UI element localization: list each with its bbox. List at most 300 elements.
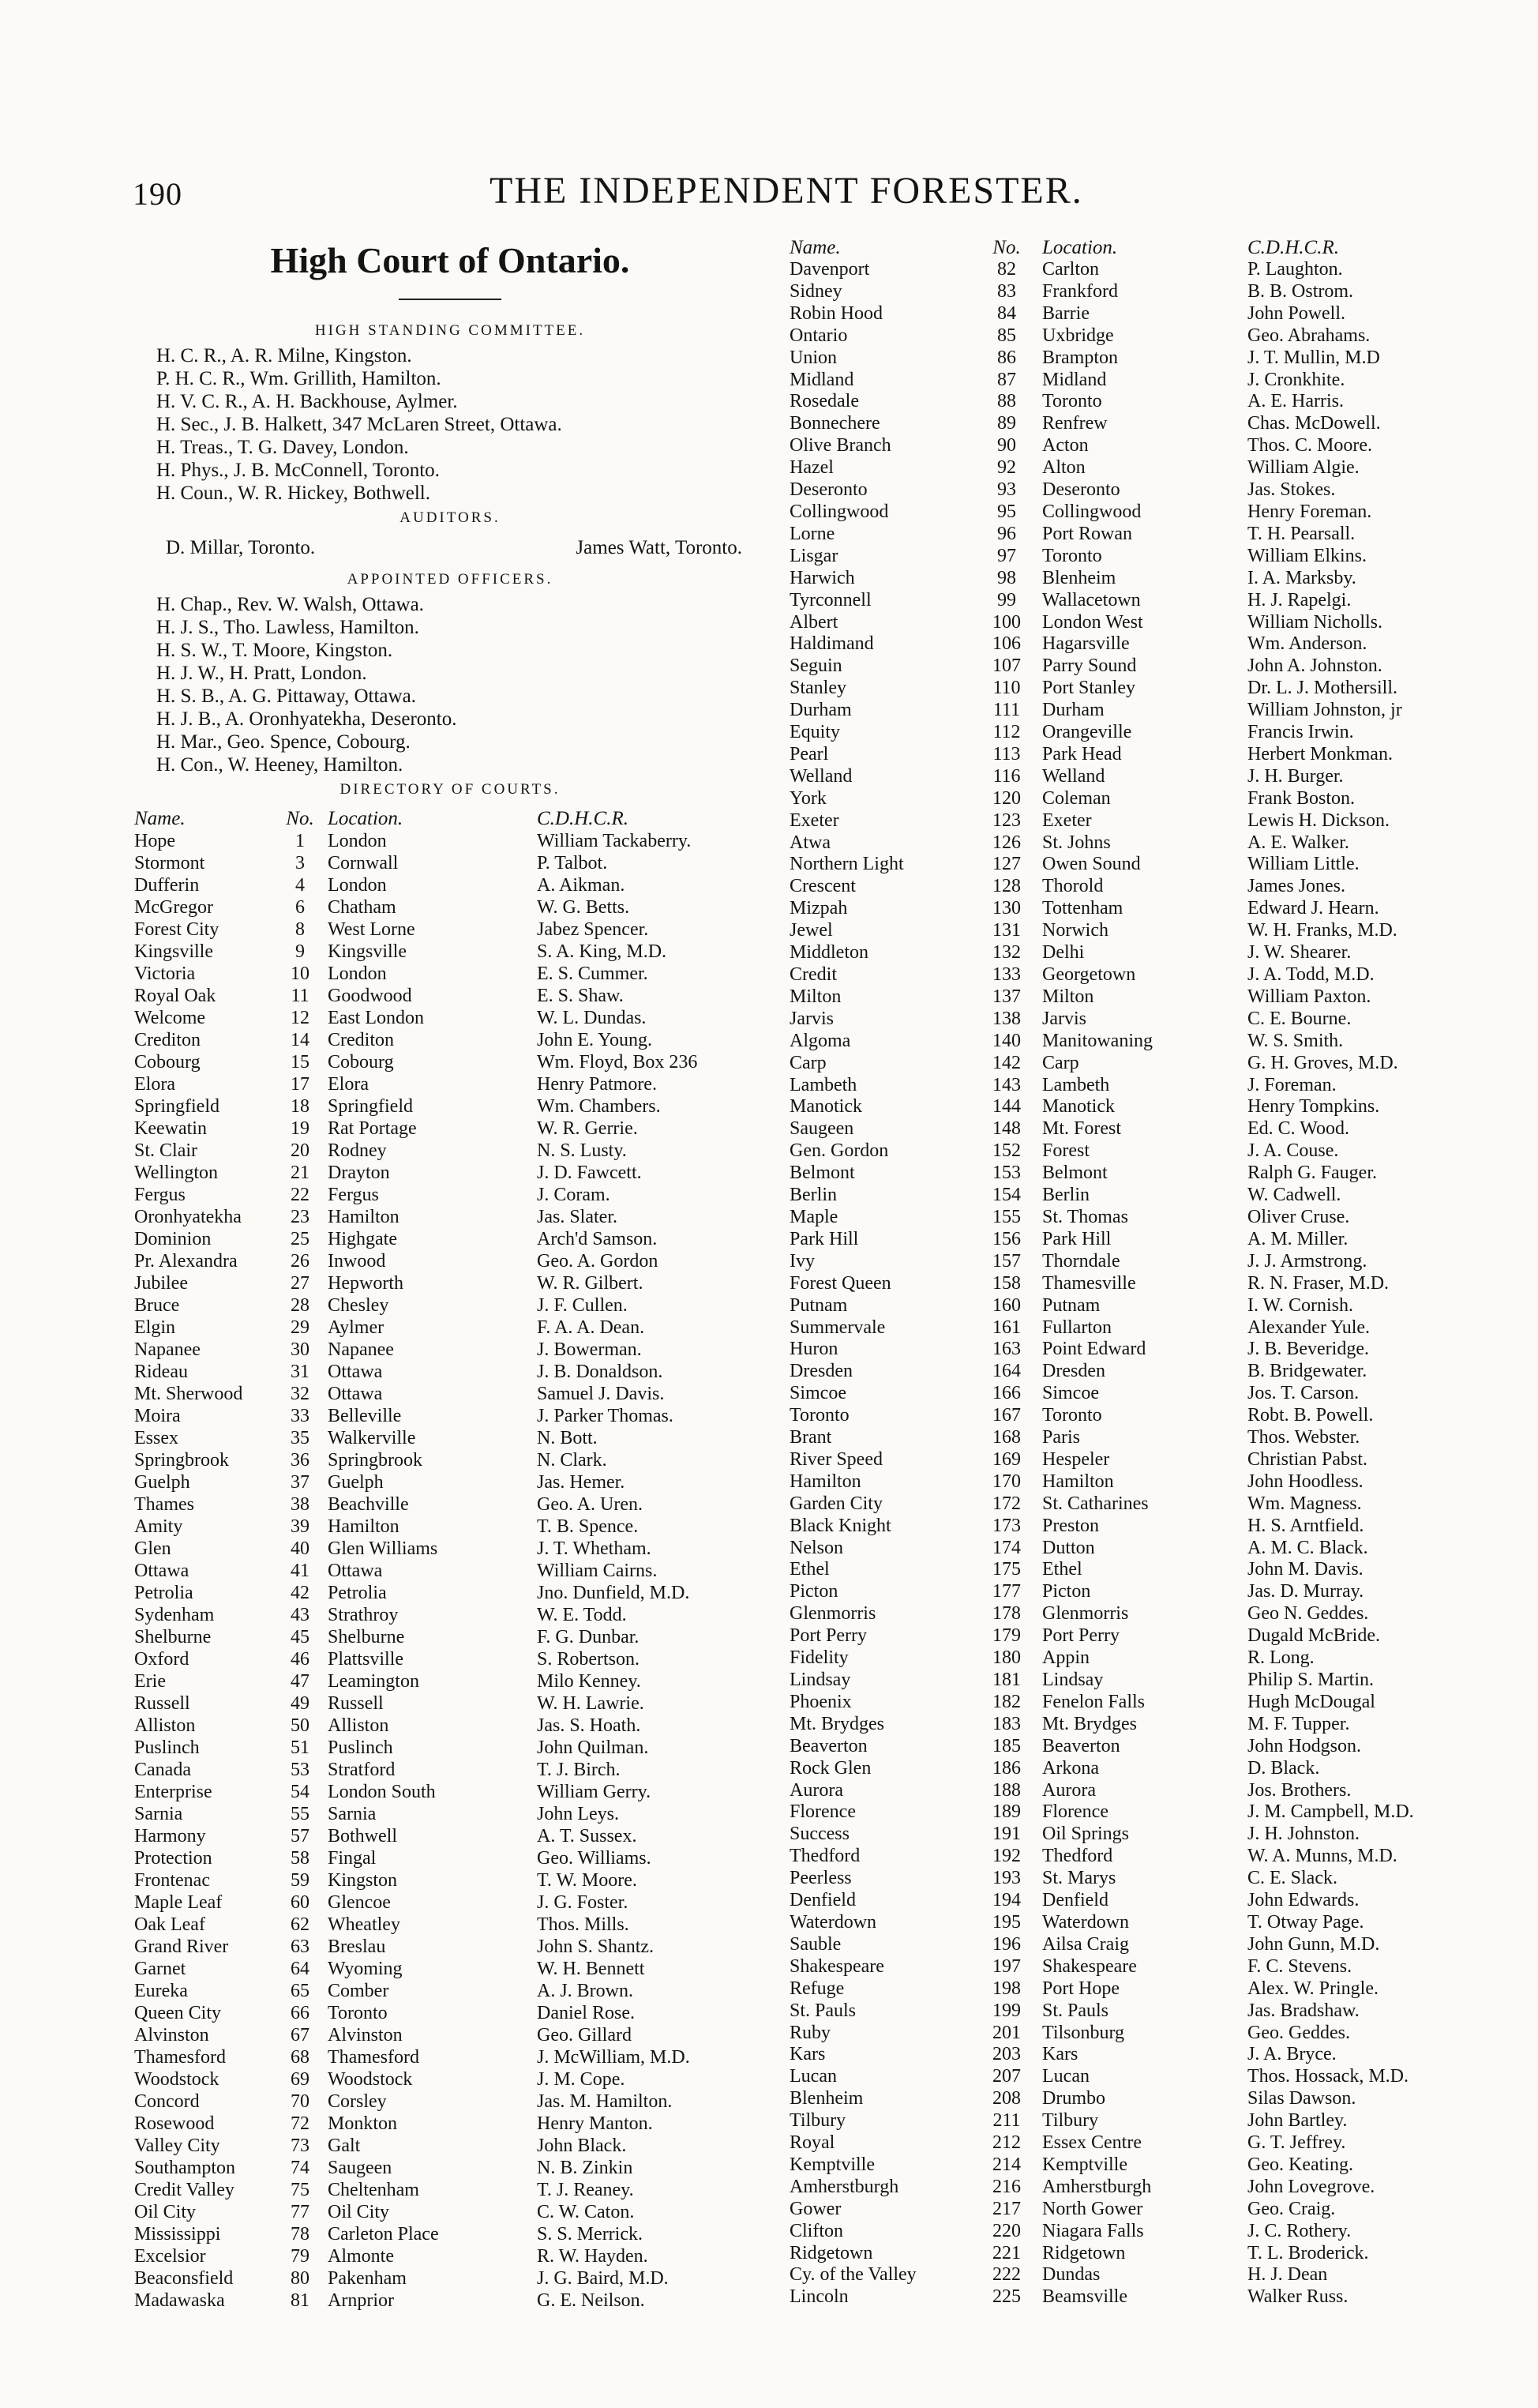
court-chief-ranger: B. B. Ostrom. (1247, 280, 1354, 302)
court-location: Uxbridge (1042, 325, 1114, 346)
court-location: Chatham (328, 897, 396, 918)
table-row (790, 1824, 1484, 1846)
court-number: 100 (992, 611, 1021, 633)
court-number: 161 (992, 1317, 1021, 1338)
table-row (790, 1207, 1484, 1229)
table-row (134, 1095, 766, 1118)
court-location: Springbrook (328, 1450, 422, 1471)
court-chief-ranger: Geo. Craig. (1247, 2198, 1336, 2219)
court-chief-ranger: John Lovegrove. (1247, 2176, 1375, 2197)
court-name: Garden City (790, 1493, 883, 1514)
court-name: Milton (790, 986, 842, 1007)
court-number: 63 (291, 1937, 309, 1957)
table-row (790, 1625, 1484, 1647)
appointed-officer: H. J. W., H. Pratt, London. (156, 663, 367, 684)
court-location: Aylmer (328, 1317, 384, 1338)
court-location: Hepworth (328, 1273, 403, 1294)
table-row (790, 502, 1484, 524)
court-title: High Court of Ontario. (270, 240, 630, 280)
table-row (790, 1229, 1484, 1251)
table-row (134, 1317, 766, 1339)
court-location: Amherstburgh (1042, 2176, 1152, 2197)
court-name: Crescent (790, 876, 856, 897)
court-number: 27 (291, 1273, 309, 1294)
court-name: Rock Glen (790, 1757, 872, 1779)
court-chief-ranger: J. Coram. (537, 1185, 610, 1205)
court-location: Port Hope (1042, 1978, 1120, 1999)
court-number: 158 (992, 1272, 1021, 1294)
court-number: 73 (291, 2136, 309, 2156)
court-number: 50 (291, 1715, 309, 1736)
table-row (790, 1251, 1484, 1273)
table-row (790, 370, 1484, 392)
table-row (134, 1538, 766, 1560)
table-row (134, 1936, 766, 1958)
court-name: Ridgetown (790, 2242, 873, 2263)
court-name: Blenheim (790, 2088, 864, 2109)
court-chief-ranger: J. Bowerman. (537, 1339, 642, 1360)
court-location: Belleville (328, 1406, 402, 1426)
court-chief-ranger: Hugh McDougal (1247, 1691, 1375, 1712)
court-number: 20 (291, 1140, 309, 1161)
court-number: 156 (992, 1228, 1021, 1249)
court-number: 30 (291, 1339, 309, 1360)
court-chief-ranger: Jas. Bradshaw. (1247, 2000, 1360, 2021)
table-row (790, 1758, 1484, 1780)
table-row (790, 1603, 1484, 1625)
appointed-officer: H. Con., W. Heeney, Hamilton. (156, 754, 403, 776)
court-chief-ranger: Milo Kenney. (537, 1671, 641, 1692)
court-name: Lucan (790, 2066, 837, 2087)
court-name: Elgin (134, 1317, 175, 1338)
court-name: Enterprise (134, 1782, 212, 1802)
column-header-location: Location. (1042, 237, 1118, 258)
court-number: 195 (992, 1911, 1021, 1933)
court-name: Fergus (134, 1185, 186, 1205)
court-chief-ranger: J. A. Todd, M.D. (1247, 964, 1375, 985)
court-chief-ranger: William Algie. (1247, 457, 1360, 479)
court-location: Arkona (1042, 1757, 1099, 1779)
court-name: Kemptville (790, 2154, 875, 2175)
court-number: 18 (291, 1096, 309, 1117)
table-row (134, 1383, 766, 1405)
court-chief-ranger: N. S. Lusty. (537, 1140, 627, 1161)
court-number: 14 (291, 1030, 309, 1050)
appointed-officer: H. Mar., Geo. Spence, Cobourg. (156, 731, 411, 753)
court-chief-ranger: A. M. C. Black. (1247, 1537, 1368, 1558)
court-number: 192 (992, 1846, 1021, 1867)
court-number: 40 (291, 1538, 309, 1559)
court-chief-ranger: Edward J. Hearn. (1247, 898, 1379, 919)
court-chief-ranger: John Edwards. (1247, 1890, 1360, 1911)
court-chief-ranger: Chas. McDowell. (1247, 413, 1381, 434)
court-location: St. Thomas (1042, 1206, 1128, 1227)
court-location: Highgate (328, 1229, 397, 1249)
court-name: Lisgar (790, 545, 838, 566)
court-chief-ranger: C. E. Bourne. (1247, 1008, 1352, 1029)
court-location: Putnam (1042, 1294, 1101, 1316)
table-row (134, 1228, 766, 1250)
column-header-name: Name. (134, 808, 186, 829)
court-name: Glen (134, 1538, 171, 1559)
court-chief-ranger: Walker Russ. (1247, 2286, 1349, 2308)
court-chief-ranger: W. H. Bennett (537, 1959, 645, 1979)
court-location: Deseronto (1042, 479, 1120, 501)
table-row (790, 1140, 1484, 1163)
court-number: 140 (992, 1030, 1021, 1051)
appointed-officer: H. J. B., A. Oronhyatekha, Deseronto. (156, 708, 457, 730)
court-chief-ranger: John Hodgson. (1247, 1735, 1362, 1756)
court-number: 80 (291, 2268, 309, 2289)
table-row (134, 1405, 766, 1427)
court-chief-ranger: J. Foreman. (1247, 1074, 1337, 1095)
court-number: 81 (291, 2290, 309, 2311)
court-name: Toronto (790, 1405, 850, 1426)
table-row (134, 1516, 766, 1538)
table-row (134, 1140, 766, 1162)
court-location: Wallacetown (1042, 589, 1141, 610)
court-number: 222 (992, 2264, 1021, 2286)
court-name: Royal Oak (134, 986, 216, 1006)
court-location: London (328, 964, 387, 984)
court-number: 199 (992, 2000, 1021, 2021)
court-chief-ranger: Geo. Geddes. (1247, 2022, 1350, 2043)
court-name: Hamilton (790, 1471, 861, 1492)
court-name: Cobourg (134, 1052, 201, 1073)
court-name: Credit (790, 964, 837, 985)
court-location: Shakespeare (1042, 1955, 1137, 1977)
court-location: Wheatley (328, 1914, 400, 1935)
court-number: 8 (295, 919, 305, 940)
table-row (790, 457, 1484, 479)
court-location: Wyoming (328, 1959, 403, 1979)
table-row (790, 281, 1484, 303)
court-number: 169 (992, 1448, 1021, 1470)
page-title: THE INDEPENDENT FORESTER. (490, 170, 1083, 212)
table-row (790, 2177, 1484, 2199)
court-chief-ranger: Oliver Cruse. (1247, 1206, 1350, 1227)
table-row (134, 1073, 766, 1095)
table-row (790, 766, 1484, 788)
court-location: Carp (1042, 1052, 1079, 1073)
court-location: Georgetown (1042, 964, 1136, 985)
court-number: 72 (291, 2113, 309, 2134)
court-number: 87 (997, 369, 1016, 390)
court-location: Brampton (1042, 347, 1118, 368)
court-location: Petrolia (328, 1583, 387, 1603)
table-row (790, 1075, 1484, 1097)
table-row (790, 546, 1484, 568)
court-chief-ranger: R. W. Hayden. (537, 2246, 648, 2267)
court-chief-ranger: R. Long. (1247, 1647, 1315, 1669)
court-location: Owen Sound (1042, 854, 1141, 875)
table-row (134, 2135, 766, 2157)
court-location: Woodstock (328, 2069, 413, 2090)
court-location: Monkton (328, 2113, 398, 2134)
appointed-officer: H. S. W., T. Moore, Kingston. (156, 640, 393, 661)
court-name: Davenport (790, 259, 870, 280)
table-row (790, 1890, 1484, 1912)
court-location: London South (328, 1782, 436, 1802)
court-chief-ranger: N. B. Zinkin (537, 2158, 633, 2178)
court-number: 157 (992, 1250, 1021, 1272)
court-name: Port Perry (790, 1625, 867, 1647)
court-name: Oil City (134, 2202, 197, 2222)
court-name: Olive Branch (790, 435, 891, 456)
court-location: Oil Springs (1042, 1824, 1130, 1845)
court-name: Midland (790, 369, 854, 390)
court-name: Tilbury (790, 2110, 846, 2132)
court-location: Kingston (328, 1870, 398, 1891)
court-name: Hazel (790, 457, 834, 479)
court-location: Denfield (1042, 1890, 1108, 1911)
column-header-no: No. (992, 237, 1021, 258)
court-location: Guelph (328, 1472, 384, 1493)
table-row (790, 2044, 1484, 2066)
table-row (790, 1031, 1484, 1053)
table-row (790, 1295, 1484, 1317)
court-chief-ranger: Jos. T. Carson. (1247, 1383, 1360, 1404)
court-number: 96 (997, 523, 1016, 544)
court-chief-ranger: Alex. W. Pringle. (1247, 1978, 1379, 1999)
table-row (134, 1715, 766, 1737)
court-name: Fidelity (790, 1647, 849, 1669)
court-name: River Speed (790, 1448, 883, 1470)
court-name: Rosedale (790, 391, 859, 412)
court-location: Alliston (328, 1715, 389, 1736)
court-name: Dresden (790, 1361, 853, 1382)
court-number: 1 (295, 831, 305, 851)
court-chief-ranger: J. Cronkhite. (1247, 369, 1345, 390)
court-chief-ranger: F. A. A. Dean. (537, 1317, 645, 1338)
court-name: Beaconsfield (134, 2268, 234, 2289)
court-name: Beaverton (790, 1735, 868, 1756)
court-name: Lincoln (790, 2286, 849, 2308)
table-row (134, 1361, 766, 1383)
court-name: Belmont (790, 1163, 855, 1184)
column-header-no: No. (286, 808, 314, 829)
court-number: 38 (291, 1494, 309, 1515)
court-chief-ranger: J. M. Cope. (537, 2069, 625, 2090)
table-row (790, 1868, 1484, 1890)
court-name: Hope (134, 831, 175, 851)
court-chief-ranger: J. C. Rothery. (1247, 2220, 1352, 2241)
court-chief-ranger: Geo. Gillard (537, 2025, 632, 2045)
table-row (134, 2046, 766, 2068)
court-location: Chesley (328, 1295, 389, 1316)
court-number: 21 (291, 1163, 309, 1183)
court-name: Exeter (790, 810, 839, 831)
auditor: D. Millar, Toronto. (166, 537, 316, 558)
court-chief-ranger: Henry Patmore. (537, 1074, 657, 1095)
table-row (134, 1803, 766, 1825)
court-chief-ranger: John Black. (537, 2136, 627, 2156)
court-number: 163 (992, 1339, 1021, 1360)
table-row (134, 2223, 766, 2245)
table-row (790, 722, 1484, 744)
table-row (790, 1912, 1484, 1934)
court-chief-ranger: John Powell. (1247, 302, 1346, 324)
court-name: Jubilee (134, 1273, 188, 1294)
court-chief-ranger: Geo. Keating. (1247, 2154, 1353, 2175)
table-row (790, 612, 1484, 634)
court-chief-ranger: Geo. Abrahams. (1247, 325, 1371, 346)
court-location: Glencoe (328, 1892, 391, 1913)
court-name: Sauble (790, 1933, 842, 1955)
table-row (790, 1118, 1484, 1140)
table-row (134, 1958, 766, 1980)
court-chief-ranger: Samuel J. Davis. (537, 1384, 665, 1404)
court-name: Sydenham (134, 1605, 215, 1625)
court-number: 11 (291, 986, 309, 1006)
court-number: 220 (992, 2220, 1021, 2241)
table-row (790, 898, 1484, 920)
table-row (134, 1051, 766, 1073)
court-location: Tottenham (1042, 898, 1123, 919)
court-chief-ranger: T. Otway Page. (1247, 1911, 1364, 1933)
court-name: Huron (790, 1339, 838, 1360)
court-number: 95 (997, 501, 1016, 522)
court-number: 77 (291, 2202, 309, 2222)
court-name: Madawaska (134, 2290, 225, 2311)
court-chief-ranger: John Leys. (537, 1804, 619, 1824)
court-chief-ranger: William Cairns. (537, 1561, 658, 1581)
court-number: 152 (992, 1140, 1021, 1162)
court-location: Welland (1042, 765, 1105, 787)
court-number: 37 (291, 1472, 309, 1493)
court-name: Atwa (790, 832, 831, 853)
court-number: 78 (291, 2224, 309, 2245)
court-number: 208 (992, 2088, 1021, 2109)
court-chief-ranger: J. McWilliam, M.D. (537, 2047, 690, 2068)
appointed-officers-heading: APPOINTED OFFICERS. (347, 571, 553, 588)
court-chief-ranger: Jas. Hemer. (537, 1472, 625, 1493)
court-location: Fullarton (1042, 1317, 1112, 1338)
table-row (790, 1538, 1484, 1560)
court-name: Guelph (134, 1472, 190, 1493)
table-row (790, 1714, 1484, 1736)
court-name: Jewel (790, 920, 833, 941)
court-chief-ranger: W. E. Todd. (537, 1605, 627, 1625)
court-chief-ranger: C. E. Slack. (1247, 1868, 1337, 1889)
court-name: Credit Valley (134, 2180, 234, 2200)
court-number: 106 (992, 633, 1021, 655)
court-name: Woodstock (134, 2069, 219, 2090)
court-number: 66 (291, 2003, 309, 2023)
court-number: 22 (291, 1185, 309, 1205)
court-number: 170 (992, 1471, 1021, 1492)
court-chief-ranger: Jas. Slater. (537, 1207, 617, 1227)
standing-committee-member: H. Sec., J. B. Halkett, 347 McLaren Street, Ottawa. (156, 414, 562, 435)
court-location: Ridgetown (1042, 2242, 1126, 2263)
court-location: Carlton (1042, 259, 1099, 280)
court-name: Harmony (134, 1826, 206, 1846)
table-header-row (790, 237, 1484, 259)
table-row (790, 2132, 1484, 2154)
court-number: 46 (291, 1649, 309, 1670)
court-name: Stanley (790, 678, 846, 699)
court-location: Pakenham (328, 2268, 407, 2289)
court-number: 198 (992, 1978, 1021, 1999)
court-chief-ranger: Thos. Mills. (537, 1914, 629, 1935)
court-location: Napanee (328, 1339, 394, 1360)
court-chief-ranger: Thos. Webster. (1247, 1427, 1360, 1448)
court-chief-ranger: Jas. Stokes. (1247, 479, 1336, 501)
court-location: London West (1042, 611, 1143, 633)
court-location: Orangeville (1042, 722, 1132, 743)
court-name: Putnam (790, 1294, 848, 1316)
directory-heading: DIRECTORY OF COURTS. (339, 781, 561, 798)
court-location: Drumbo (1042, 2088, 1105, 2109)
court-number: 70 (291, 2091, 309, 2112)
court-chief-ranger: Wm. Chambers. (537, 1096, 661, 1117)
court-chief-ranger: Jos. Brothers. (1247, 1779, 1352, 1801)
court-name: Middleton (790, 942, 868, 964)
court-chief-ranger: Jas. M. Hamilton. (537, 2091, 673, 2112)
table-row (790, 1185, 1484, 1207)
court-chief-ranger: W. R. Gilbert. (537, 1273, 643, 1294)
court-number: 41 (291, 1561, 309, 1581)
court-location: Alton (1042, 457, 1086, 479)
court-name: Peerless (790, 1868, 852, 1889)
court-location: Leamington (328, 1671, 419, 1692)
table-row (790, 1780, 1484, 1802)
court-location: Hamilton (328, 1207, 400, 1227)
court-location: Acton (1042, 435, 1089, 456)
court-chief-ranger: W. G. Betts. (537, 897, 630, 918)
court-number: 15 (291, 1052, 309, 1073)
court-chief-ranger: S. S. Merrick. (537, 2224, 643, 2245)
page-number: 190 (133, 176, 182, 212)
table-row (134, 1891, 766, 1914)
court-name: Clifton (790, 2220, 844, 2241)
court-location: Berlin (1042, 1185, 1090, 1206)
court-location: Fergus (328, 1185, 379, 1205)
court-name: Welcome (134, 1008, 206, 1028)
court-number: 58 (291, 1848, 309, 1869)
court-chief-ranger: T. H. Pearsall. (1247, 523, 1356, 544)
court-chief-ranger: Thos. Hossack, M.D. (1247, 2066, 1409, 2087)
court-location: Toronto (1042, 1405, 1102, 1426)
table-row (790, 1956, 1484, 1978)
court-chief-ranger: Frank Boston. (1247, 787, 1356, 809)
court-chief-ranger: Lewis H. Dickson. (1247, 810, 1390, 831)
court-chief-ranger: William Nicholls. (1247, 611, 1383, 633)
court-location: Tilbury (1042, 2110, 1099, 2132)
court-number: 131 (992, 920, 1021, 941)
table-row (790, 942, 1484, 964)
court-name: Northern Light (790, 854, 904, 875)
table-row (134, 2201, 766, 2223)
table-row (134, 1692, 766, 1715)
court-chief-ranger: T. J. Reaney. (537, 2180, 634, 2200)
court-chief-ranger: R. N. Fraser, M.D. (1247, 1272, 1390, 1294)
table-row (134, 1007, 766, 1029)
table-row (790, 1736, 1484, 1758)
court-location: London (328, 831, 387, 851)
court-location: Appin (1042, 1647, 1090, 1669)
court-name: Waterdown (790, 1911, 877, 1933)
court-location: Port Perry (1042, 1625, 1120, 1647)
court-location: Norwich (1042, 920, 1108, 941)
court-location: Forest (1042, 1140, 1090, 1162)
court-name: Forest Queen (790, 1272, 891, 1294)
court-name: Carp (790, 1052, 827, 1073)
court-location: Carleton Place (328, 2224, 439, 2245)
table-row (134, 896, 766, 918)
court-location: Hagarsville (1042, 633, 1130, 655)
court-name: Kingsville (134, 941, 213, 962)
